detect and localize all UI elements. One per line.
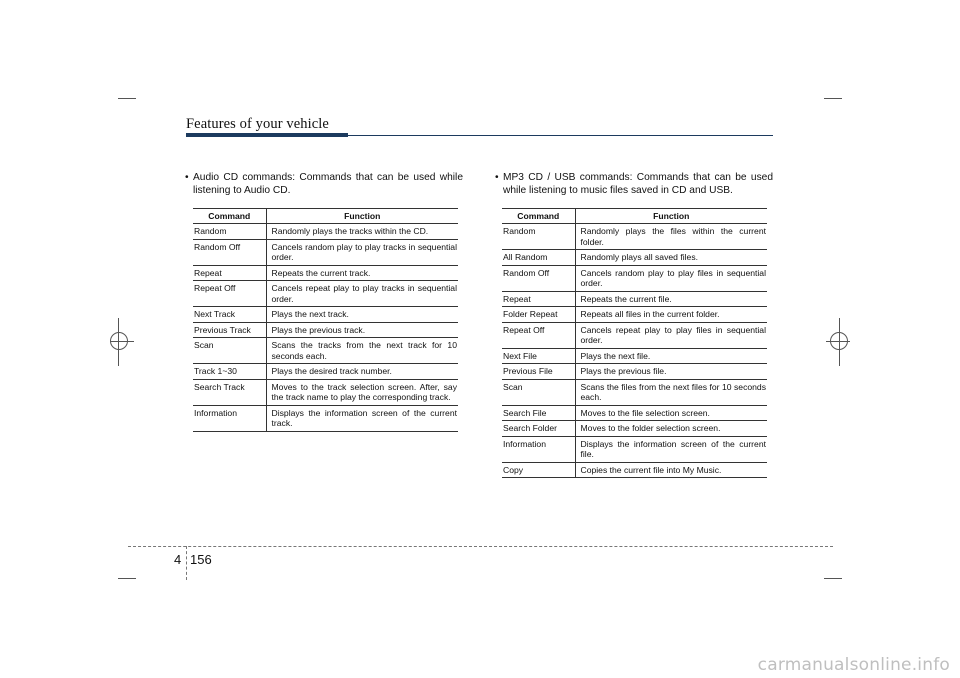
table-row [193,322,458,338]
table-row [193,405,458,431]
function-cell: Plays the previous file. [575,364,767,380]
command-cell: Repeat [193,265,266,281]
right-intro-text: MP3 CD / USB commands: Commands that can be used while listening to music files saved in CD and USB. [503,172,773,196]
function-cell: Scans the files from the next files for 10 seconds each. [575,379,767,405]
table-header-row [502,209,767,224]
command-cell: Folder Repeat [502,307,575,323]
chapter-number: 4 [174,552,182,567]
audio-cd-commands-table [193,208,458,432]
header-accent-bar [186,133,348,137]
bullet-icon: • [185,172,189,183]
table-row [193,379,458,405]
function-cell: Randomly plays the tracks within the CD. [266,224,458,240]
crop-mark [118,578,136,579]
mp3-usb-table-body [502,224,767,478]
page-header-title: Features of your vehicle [186,116,329,132]
command-cell: Copy [502,462,575,478]
table-row [193,239,458,265]
left-intro [185,171,463,197]
page-number: 156 [190,552,212,567]
registration-circle [830,332,848,350]
function-cell: Copies the current file into My Music. [575,462,767,478]
function-cell: Displays the information screen of the current file. [575,436,767,462]
command-cell: Search Folder [502,421,575,437]
command-cell: Repeat [502,291,575,307]
column-header-command: Command [502,209,575,224]
function-cell: Plays the desired track number. [266,364,458,380]
function-cell: Displays the information screen of the current track. [266,405,458,431]
table-row [502,462,767,478]
function-cell: Plays the next track. [266,307,458,323]
table-row [502,265,767,291]
command-cell: Search Track [193,379,266,405]
function-cell: Moves to the folder selection screen. [575,421,767,437]
function-cell: Repeats the current track. [266,265,458,281]
command-cell: Next Track [193,307,266,323]
table-row [502,291,767,307]
column-header-function: Function [266,209,458,224]
function-cell: Moves to the track selection screen. After, say the track name to play the corresponding track. [266,379,458,405]
crop-mark [824,578,842,579]
function-cell: Cancels repeat play to play tracks in sequential order. [266,281,458,307]
function-cell: Repeats all files in the current folder. [575,307,767,323]
table-row [502,405,767,421]
registration-circle [110,332,128,350]
table-header-row [193,209,458,224]
crop-mark [118,98,136,99]
table-row [193,281,458,307]
command-cell: Repeat Off [193,281,266,307]
function-cell: Scans the tracks from the next track for 10 seconds each. [266,338,458,364]
function-cell: Cancels random play to play tracks in sequential order. [266,239,458,265]
table-row [502,250,767,266]
command-cell: Previous Track [193,322,266,338]
table-row [193,307,458,323]
command-cell: Random Off [502,265,575,291]
watermark: carmanualsonline.info [757,655,950,675]
bullet-icon: • [495,172,499,183]
footer-divider [128,546,833,547]
function-cell: Cancels random play to play files in sequential order. [575,265,767,291]
table-row [193,224,458,240]
function-cell: Randomly plays all saved files. [575,250,767,266]
function-cell: Randomly plays the files within the current folder. [575,224,767,250]
command-cell: Information [502,436,575,462]
mp3-usb-commands-table [502,208,767,478]
column-header-function: Function [575,209,767,224]
table-row [193,364,458,380]
command-cell: Random [193,224,266,240]
command-cell: Next File [502,348,575,364]
table-row [502,307,767,323]
function-cell: Moves to the file selection screen. [575,405,767,421]
crop-mark [824,98,842,99]
audio-cd-table-body [193,224,458,432]
command-cell: Random [502,224,575,250]
table-row [193,338,458,364]
left-intro-text: Audio CD commands: Commands that can be used while listening to Audio CD. [193,172,463,196]
table-row [502,421,767,437]
column-header-command: Command [193,209,266,224]
table-row [502,224,767,250]
command-cell: All Random [502,250,575,266]
command-cell: Scan [193,338,266,364]
command-cell: Scan [502,379,575,405]
command-cell: Repeat Off [502,322,575,348]
command-cell: Track 1~30 [193,364,266,380]
table-row [502,322,767,348]
function-cell: Plays the previous track. [266,322,458,338]
command-cell: Random Off [193,239,266,265]
footer-divider-vertical [186,546,187,580]
command-cell: Search File [502,405,575,421]
right-intro [495,171,773,197]
table-row [502,348,767,364]
table-row [502,436,767,462]
table-row [502,364,767,380]
function-cell: Repeats the current file. [575,291,767,307]
command-cell: Information [193,405,266,431]
command-cell: Previous File [502,364,575,380]
table-row [193,265,458,281]
function-cell: Plays the next file. [575,348,767,364]
function-cell: Cancels repeat play to play files in sequential order. [575,322,767,348]
table-row [502,379,767,405]
